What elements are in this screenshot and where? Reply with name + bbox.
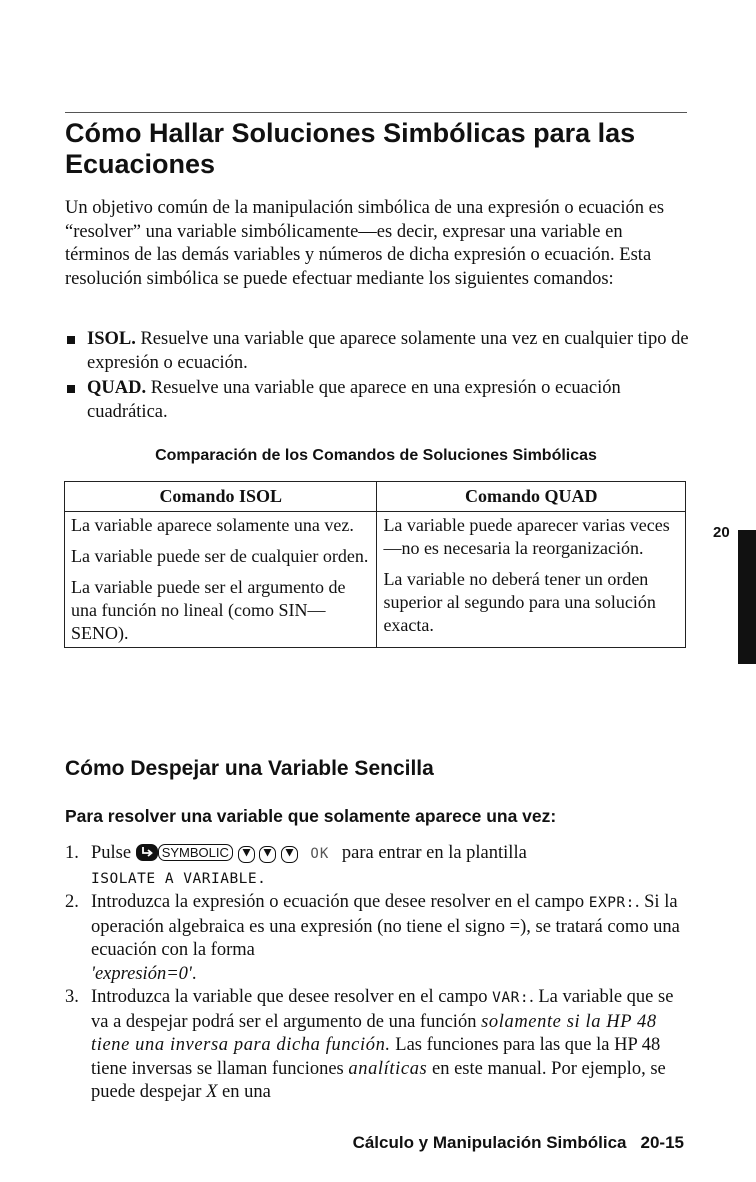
step-text: Introduzca la variable que desee resolver en el campo xyxy=(91,987,488,1007)
step-text: en este manual. Por ejemplo, se puede despejar xyxy=(91,1058,666,1102)
footer-title: Cálculo y Manipulación Simbólica xyxy=(352,1133,627,1152)
emphasis-text: solamente si la HP 48 tiene una inversa para dicha función. xyxy=(91,1011,657,1055)
var-field-label: VAR: xyxy=(492,990,530,1006)
expr-field-label: EXPR: xyxy=(588,895,635,911)
table-cell-text: La variable aparece solamente una vez. xyxy=(71,515,354,535)
steps-list xyxy=(65,842,690,1105)
down-arrow-key-icon xyxy=(259,846,276,863)
down-arrow-icon xyxy=(285,848,294,857)
command-list xyxy=(65,328,690,426)
equation-form: 'expresión=0' xyxy=(91,963,192,984)
bullet-square-icon xyxy=(67,336,75,344)
step-text: en una xyxy=(222,1082,271,1102)
step-number: 1. xyxy=(65,843,79,863)
emphasis-text: analíticas xyxy=(348,1058,428,1079)
step-text: . xyxy=(191,963,197,984)
step-number: 3. xyxy=(65,987,79,1007)
step-text: Las funciones para las que la HP 48 tiene inversas se llaman funciones xyxy=(91,1035,661,1079)
page-number: 20-15 xyxy=(640,1133,684,1152)
list-item xyxy=(65,891,690,986)
list-item xyxy=(65,842,690,891)
page-footer xyxy=(353,1133,684,1153)
step-text: . Si la operación algebraica es una expresión (no tiene el signo =), se tratará como una ecuación con la forma xyxy=(91,892,680,960)
step-text: para entrar en la plantilla xyxy=(341,843,527,863)
list-item xyxy=(65,986,690,1105)
table-title: Comparación de los Comandos de Soluciones Simbólicas xyxy=(155,447,597,464)
procedure-title: Para resolver una variable que solamente aparece una vez: xyxy=(65,806,557,826)
down-arrow-icon xyxy=(263,848,272,857)
right-shift-arrow-icon xyxy=(141,846,153,857)
top-rule xyxy=(65,112,687,113)
table-cell-text: La variable puede aparecer varias veces—no es necesaria la reorganización. xyxy=(383,515,670,558)
step-text: Introduzca la expresión o ecuación que desee resolver en el campo xyxy=(91,892,585,912)
template-name: ISOLATE A VARIABLE. xyxy=(91,870,267,887)
down-arrow-key-icon xyxy=(281,846,298,863)
list-item xyxy=(65,377,690,424)
section-title: Cómo Despejar una Variable Sencilla xyxy=(65,757,434,780)
symbolic-key: SYMBOLIC xyxy=(158,844,233,861)
step-text: . La variable que se va a despejar podrá ser el argumento de una función xyxy=(91,987,674,1032)
table-cell-text: La variable puede ser de cualquier orden. xyxy=(71,546,369,566)
ok-softkey: OK xyxy=(310,846,330,862)
table-row xyxy=(65,512,686,648)
intro-paragraph: Un objetivo común de la manipulación simbólica de una expresión o ecuación es “resolver” una variable simbólicamente—es decir, expresar una variable en términos de las demás variables y números de dicha expresión o ecuación. Esta resolución simbólica se puede efectuar mediante los siguientes comandos: xyxy=(65,198,665,289)
list-item xyxy=(65,328,690,375)
isol-cell xyxy=(65,512,377,648)
table-cell-text: La variable puede ser el argumento de una función no lineal (como SIN—SENO). xyxy=(71,577,346,643)
down-arrow-key-icon xyxy=(238,846,255,863)
step-number: 2. xyxy=(65,892,79,912)
page-title: Cómo Hallar Soluciones Simbólicas para las Ecuaciones xyxy=(65,118,636,179)
command-name: ISOL. xyxy=(87,329,136,349)
table-header-row xyxy=(65,482,686,512)
down-arrow-icon xyxy=(242,848,251,857)
table-cell-text: La variable no deberá tener un orden superior al segundo para una solución exacta. xyxy=(383,569,656,635)
chapter-tab-number: 20 xyxy=(713,524,730,541)
comparison-table xyxy=(64,481,686,648)
column-header-isol: Comando ISOL xyxy=(65,482,377,512)
column-header-quad: Comando QUAD xyxy=(377,482,686,512)
step-text: Pulse xyxy=(91,843,132,863)
chapter-tab-marker xyxy=(738,530,756,664)
variable-x: X xyxy=(206,1082,218,1102)
command-name: QUAD. xyxy=(87,378,147,398)
command-description: Resuelve una variable que aparece solamente una vez en cualquier tipo de expresión o ecuación. xyxy=(87,329,689,373)
quad-cell xyxy=(377,512,686,648)
command-description: Resuelve una variable que aparece en una expresión o ecuación cuadrática. xyxy=(87,378,621,422)
bullet-square-icon xyxy=(67,385,75,393)
right-shift-key-icon xyxy=(136,844,158,861)
